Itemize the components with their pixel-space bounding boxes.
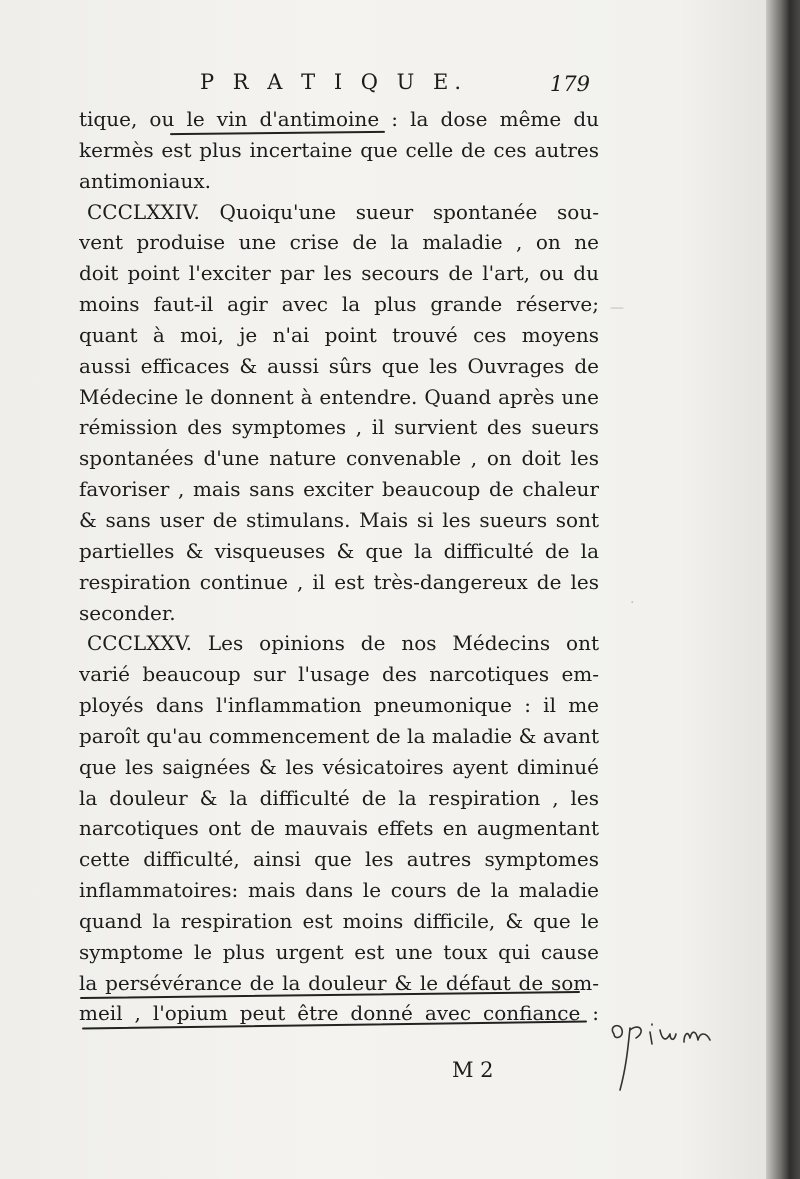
page-number: 179 <box>549 72 590 96</box>
text-line: inflammatoires: mais dans le cours de la maladie <box>79 878 599 903</box>
bleed-through-mark: — <box>610 300 624 316</box>
text-line: rémission des symptomes , il survient des sueurs <box>79 415 599 440</box>
paragraph-start-line: CCCLXXIV. Quoiqu'une sueur spontanée sou- <box>87 199 599 224</box>
text-line: tique, ou le vin d'antimoine : la dose même du <box>79 107 599 131</box>
running-head-title: P R A T I Q U E. <box>200 70 468 94</box>
text-line: meil , l'opium peut être donné avec confiance : <box>79 1001 599 1026</box>
text-line: kermès est plus incertaine que celle de ces autres <box>79 137 599 162</box>
bleed-through-mark: · <box>630 595 635 611</box>
text-line: paroît qu'au commencement de la maladie & avant <box>79 723 599 748</box>
text-line: cette difficulté, ainsi que les autres symptomes <box>79 847 599 872</box>
running-head <box>200 70 590 106</box>
text-line: ployés dans l'inflammation pneumonique : il me <box>79 693 599 718</box>
text-line: la persévérance de la douleur & le défaut de som- <box>79 970 599 995</box>
book-spine-edge <box>766 0 800 1179</box>
text-line: respiration continue , il est très-dangereux de les <box>79 569 599 594</box>
handwritten-margin-note <box>606 1008 736 1098</box>
text-line: quand la respiration est moins difficile, & que le <box>79 908 599 933</box>
text-line: symptome le plus urgent est une toux qui cause <box>79 939 599 964</box>
text-line: narcotiques ont de mauvais effets en augmentant <box>79 816 599 841</box>
text-line: que les saignées & les vésicatoires ayent diminué <box>79 754 599 779</box>
text-line: moins faut-il agir avec la plus grande réserve; <box>79 292 599 317</box>
text-line: favoriser , mais sans exciter beaucoup de chaleur <box>79 477 599 502</box>
text-line: Médecine le donnent à entendre. Quand après une <box>79 384 599 409</box>
text-line: antimoniaux. <box>79 168 211 193</box>
text-line: spontanées d'une nature convenable , on doit les <box>79 446 599 471</box>
text-line: doit point l'exciter par les secours de l'art, ou du <box>79 261 599 286</box>
text-line: vent produise une crise de la maladie , on ne <box>79 230 599 255</box>
text-line: partielles & visqueuses & que la difficulté de la <box>79 538 599 563</box>
text-line: varié beaucoup sur l'usage des narcotiques em- <box>79 662 599 687</box>
text-line: la douleur & la difficulté de la respiration , les <box>79 785 599 810</box>
text-line: & sans user de stimulans. Mais si les sueurs sont <box>79 507 599 532</box>
text-line: quant à moi, je n'ai point trouvé ces moyens <box>79 322 599 347</box>
body-text <box>79 104 599 1029</box>
paragraph-start-line: CCCLXXV. Les opinions de nos Médecins ont <box>87 631 599 656</box>
text-line: aussi efficaces & aussi sûrs que les Ouvrages de <box>79 353 599 378</box>
catchword-signature: M 2 <box>452 1058 494 1082</box>
text-line: seconder. <box>79 600 176 625</box>
